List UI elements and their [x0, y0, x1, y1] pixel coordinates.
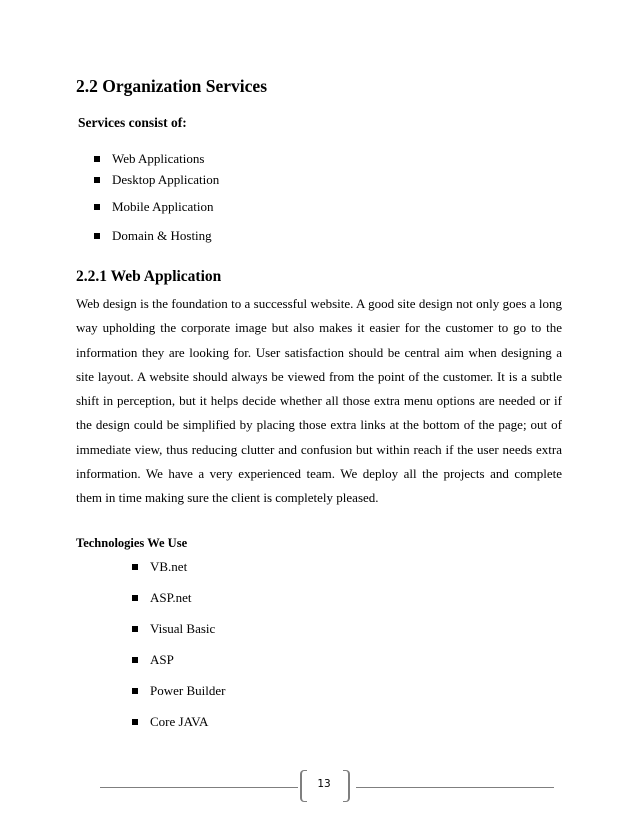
list-item — [132, 682, 225, 700]
list-item — [94, 150, 204, 168]
subsection-title: 2.2.1 Web Application — [76, 268, 222, 285]
footer-divider-right — [356, 787, 554, 788]
list-item-text: Visual Basic — [150, 621, 216, 636]
technologies-heading: Technologies We Use — [76, 536, 188, 550]
list-item-text: Core JAVA — [150, 714, 209, 729]
square-bullet-icon — [132, 626, 138, 632]
footer-divider-left — [100, 787, 298, 788]
page-number: 13 — [317, 778, 331, 790]
list-item — [132, 651, 174, 669]
right-bracket-icon — [343, 770, 350, 802]
list-item-text: Power Builder — [150, 683, 226, 698]
section-title: 2.2 Organization Services — [76, 76, 268, 96]
body-paragraph: Web design is the foundation to a successful website. A good site design not only goes a long way upholding the corporate image but also makes it easier for the customer to go to the information they are looking for. User satisfaction should be central aim when designing a site layout. A website should always be viewed from the point of the customer. It is a subtle shift in perception, but it helps decide whether all those extra menu options are needed or if the design could be simplified by placing those extra links at the bottom of the page; out of immediate view, thus reducing clutter and confusion but within reach if the user needs extra information. We have a very experienced team. We deploy all the projects and complete them in time making sure the client is completely pleased. — [76, 296, 562, 506]
list-item — [132, 620, 215, 638]
square-bullet-icon — [94, 156, 100, 162]
square-bullet-icon — [132, 657, 138, 663]
services-intro: Services consist of: — [78, 115, 187, 130]
square-bullet-icon — [132, 719, 138, 725]
list-item-text: Domain & Hosting — [112, 228, 212, 243]
square-bullet-icon — [94, 177, 100, 183]
list-item-text: Desktop Application — [112, 172, 220, 187]
list-item — [94, 171, 219, 189]
list-item — [132, 558, 187, 576]
list-item-text: Web Applications — [112, 151, 205, 166]
list-item — [132, 713, 208, 731]
list-item — [94, 198, 213, 216]
list-item-text: ASP — [150, 652, 174, 667]
list-item-text: ASP.net — [150, 590, 192, 605]
list-item — [94, 227, 212, 245]
list-item-text: VB.net — [150, 559, 188, 574]
square-bullet-icon — [132, 688, 138, 694]
square-bullet-icon — [94, 204, 100, 210]
list-item-text: Mobile Application — [112, 199, 214, 214]
square-bullet-icon — [94, 233, 100, 239]
square-bullet-icon — [132, 564, 138, 570]
square-bullet-icon — [132, 595, 138, 601]
list-item — [132, 589, 192, 607]
